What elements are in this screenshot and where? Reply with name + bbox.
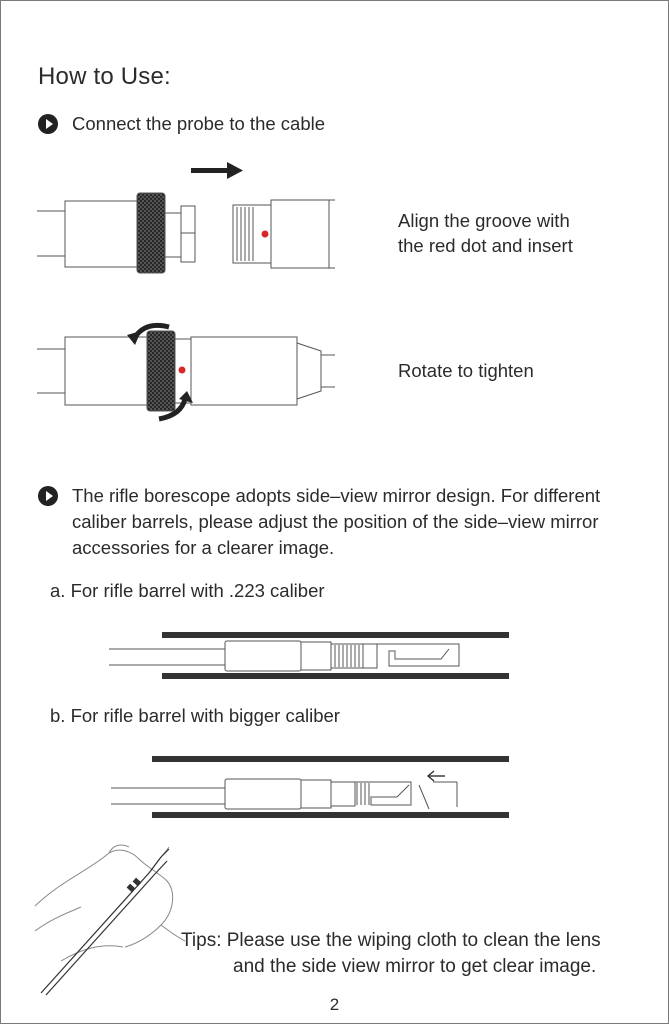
- play-bullet-icon: [38, 486, 58, 506]
- caption-align-line1: Align the groove with: [398, 210, 570, 231]
- item-b-text: b. For rifle barrel with bigger caliber: [50, 705, 340, 726]
- red-dot-rotate: [179, 367, 186, 374]
- step-connect-text: Connect the probe to the cable: [72, 113, 326, 134]
- step-mirror-text: The rifle borescope adopts side–view mirror design. For different caliber barrels, please adjust the position of the side–view mirror accessories for a clearer image.: [72, 485, 601, 558]
- page-title: How to Use:: [38, 63, 171, 90]
- red-dot: [262, 231, 269, 238]
- item-a-text: a. For rifle barrel with .223 caliber: [50, 580, 325, 601]
- tips-block: [181, 928, 661, 980]
- arrow-right-icon: [191, 162, 243, 179]
- tips-line-1: Tips: Please use the wiping cloth to clean the lens: [181, 930, 601, 951]
- connector-figure-insert: [37, 193, 335, 273]
- caption-rotate: Rotate to tighten: [398, 360, 534, 381]
- probe-in-hand: [41, 849, 169, 995]
- barrel-figure-223: [109, 632, 509, 679]
- tips-line-2: and the side view mirror to get clear image.: [233, 956, 597, 977]
- play-bullet-icon: [38, 114, 58, 134]
- caption-align-line2: the red dot and insert: [398, 235, 573, 256]
- hand-illustration: [35, 845, 185, 961]
- page-number: 2: [329, 995, 340, 1014]
- barrel-figure-bigger: [111, 756, 509, 818]
- arrow-left-icon: [428, 771, 445, 781]
